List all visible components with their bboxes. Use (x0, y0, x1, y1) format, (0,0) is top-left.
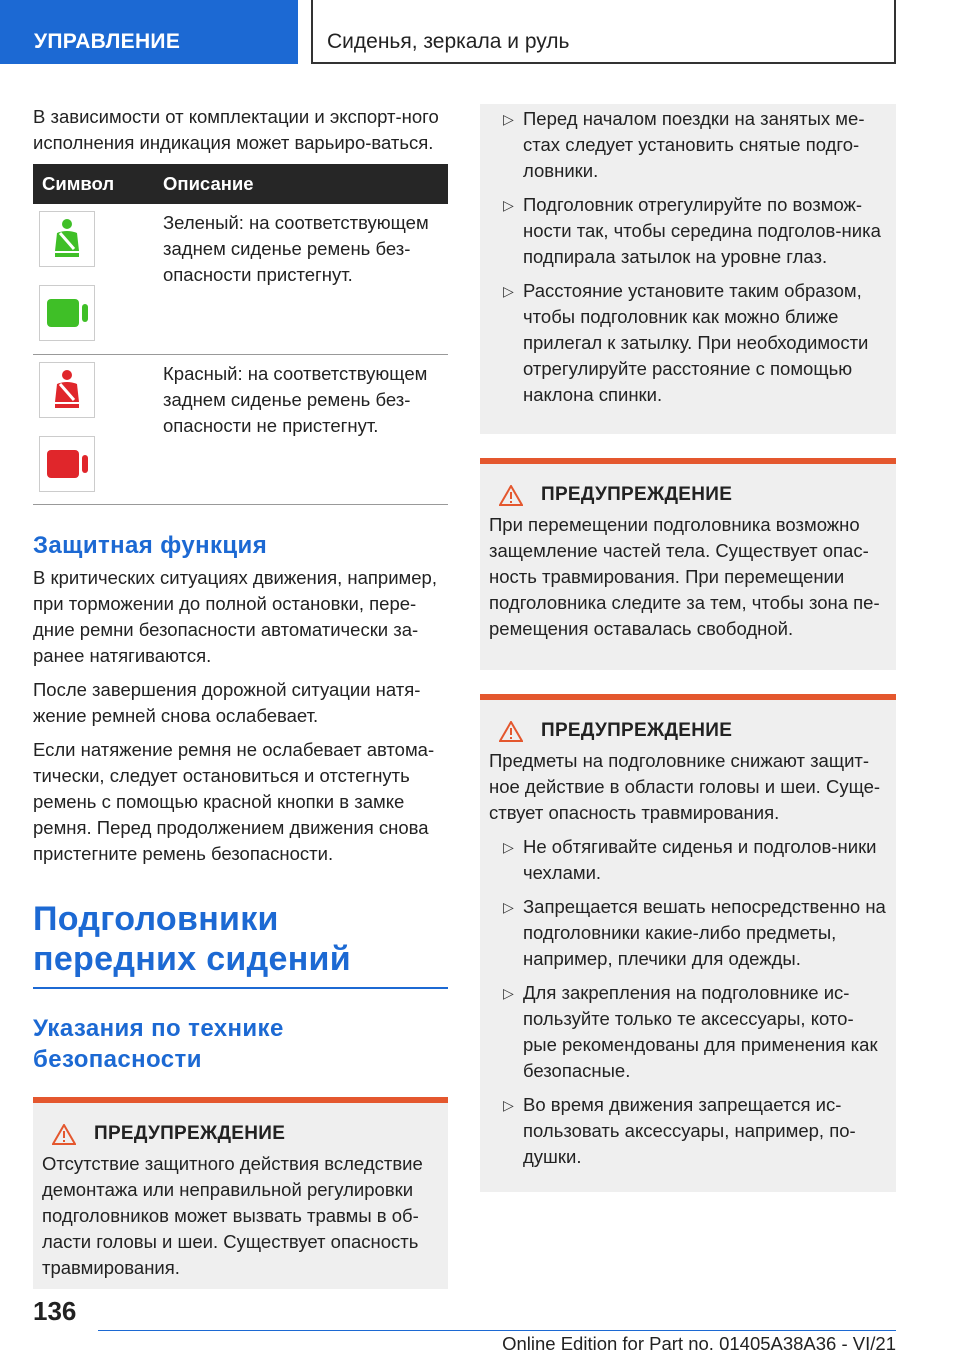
list-item-text: Для закрепления на подголовнике ис-пользуйте только те аксессуары, кото-рые рекомендованы для применения как безопасные. (523, 982, 878, 1081)
list-item (489, 106, 887, 184)
warning-label: ПРЕДУПРЕЖДЕНИЕ (541, 720, 733, 741)
triangle-right-icon: ▷ (503, 985, 514, 1001)
table-row (33, 355, 448, 505)
symbol-cell (33, 204, 161, 354)
list-item (489, 894, 887, 972)
warning-triangle-icon (499, 485, 523, 506)
list-item-text: Во время движения запрещается ис-пользовать аксессуары, например, по-душки. (523, 1094, 856, 1167)
warning-title (42, 1121, 439, 1147)
list-item (489, 278, 887, 408)
triangle-right-icon: ▷ (503, 1097, 514, 1113)
column-header-symbol: Символ (42, 173, 115, 194)
right-column (480, 104, 896, 1192)
table-row (33, 204, 448, 355)
seatbelt-icon (39, 362, 95, 418)
page-number: 136 (33, 1296, 77, 1326)
warning-label: ПРЕДУПРЕЖДЕНИЕ (541, 484, 733, 505)
triangle-right-icon: ▷ (503, 197, 514, 213)
left-column (33, 104, 448, 1289)
warning-box (480, 694, 896, 1192)
list-item (489, 192, 887, 270)
rear-seat-icon (39, 436, 95, 492)
symbol-cell (33, 355, 161, 504)
protect-heading: Защитная функция (33, 532, 268, 559)
column-header-description: Описание (163, 173, 254, 194)
warning-triangle-icon (499, 721, 523, 742)
protect-paragraph: После завершения дорожной ситуации натя-жение ремней снова ослабевает. (33, 679, 421, 726)
protect-paragraph: В критических ситуациях движения, например, при торможении до полной остановки, пере-дние ремни безопасности автоматически за-ранее натягиваются. (33, 567, 437, 666)
list-item (489, 980, 887, 1084)
footer-divider (98, 1330, 896, 1331)
warning-text: Предметы на подголовнике снижают защит-ное действие в области головы и шеи. Суще-ствует опасность травмирования. (489, 750, 881, 823)
warning-text: Отсутствие защитного действия вследствие демонтажа или неправильной регулировки подголовников может вызвать травмы в об-ласти головы и шеи. Существует опасность травмирования. (42, 1153, 423, 1278)
description-cell: Зеленый: на соответствующем заднем сиденье ремень без-опасности пристегнут. (163, 212, 429, 285)
bullet-list (480, 104, 896, 434)
table-header (33, 164, 448, 204)
warning-triangle-icon (52, 1124, 76, 1145)
headrests-heading: Подголовники передних сидений (33, 899, 448, 989)
list-item-text: Перед началом поездки на занятых ме-стах следует установить снятые подго-ловники. (523, 108, 865, 181)
triangle-right-icon: ▷ (503, 839, 514, 855)
triangle-right-icon: ▷ (503, 283, 514, 299)
safety-subheading: Указания по технике безопасности (33, 1015, 284, 1073)
header-section: УПРАВЛЕНИЕ (0, 0, 298, 64)
list-item-text: Расстояние установите таким образом, чтобы подголовник как можно ближе прилегал к затылку. При необходимости отрегулируйте расстояние с помощью наклона спинки. (523, 280, 869, 405)
list-item (489, 834, 887, 886)
intro-text: В зависимости от комплектации и экспорт-ного исполнения индикация может варьиро-ваться. (33, 106, 439, 153)
triangle-right-icon: ▷ (503, 899, 514, 915)
warning-box (33, 1097, 448, 1289)
triangle-right-icon: ▷ (503, 111, 514, 127)
warning-text: При перемещении подголовника возможно защемление частей тела. Существует опас-ность травмирования. При перемещении подголовника следите за тем, чтобы зона пе-ремещения оставалась свободной. (489, 514, 880, 639)
warning-title (489, 718, 887, 744)
warning-label: ПРЕДУПРЕЖДЕНИЕ (94, 1123, 286, 1144)
list-item-text: Подголовник отрегулируйте по возмож-ности так, чтобы середина подголов-ника подпирала затылок на уровне глаз. (523, 194, 881, 267)
rear-seat-icon (39, 285, 95, 341)
seatbelt-icon (39, 211, 95, 267)
footer-edition: Online Edition for Part no. 01405A38A36 - VI/21 (502, 1333, 896, 1354)
protect-paragraph: Если натяжение ремня не ослабевает автома-тически, следует остановиться и отстегнуть ремень с помощью красной кнопки в замке ремня. Перед продолжением движения снова пристегните ремень безопасности. (33, 739, 435, 864)
description-cell: Красный: на соответствующем заднем сиденье ремень без-опасности не пристегнут. (163, 363, 428, 436)
warning-title (489, 482, 887, 508)
list-item-text: Запрещается вешать непосредственно на подголовники какие-либо предметы, например, плечики для одежды. (523, 896, 886, 969)
warning-box (480, 458, 896, 670)
list-item-text: Не обтягивайте сиденья и подголов-ники чехлами. (523, 836, 877, 883)
header-chapter: Сиденья, зеркала и руль (311, 0, 896, 64)
list-item (489, 1092, 887, 1170)
